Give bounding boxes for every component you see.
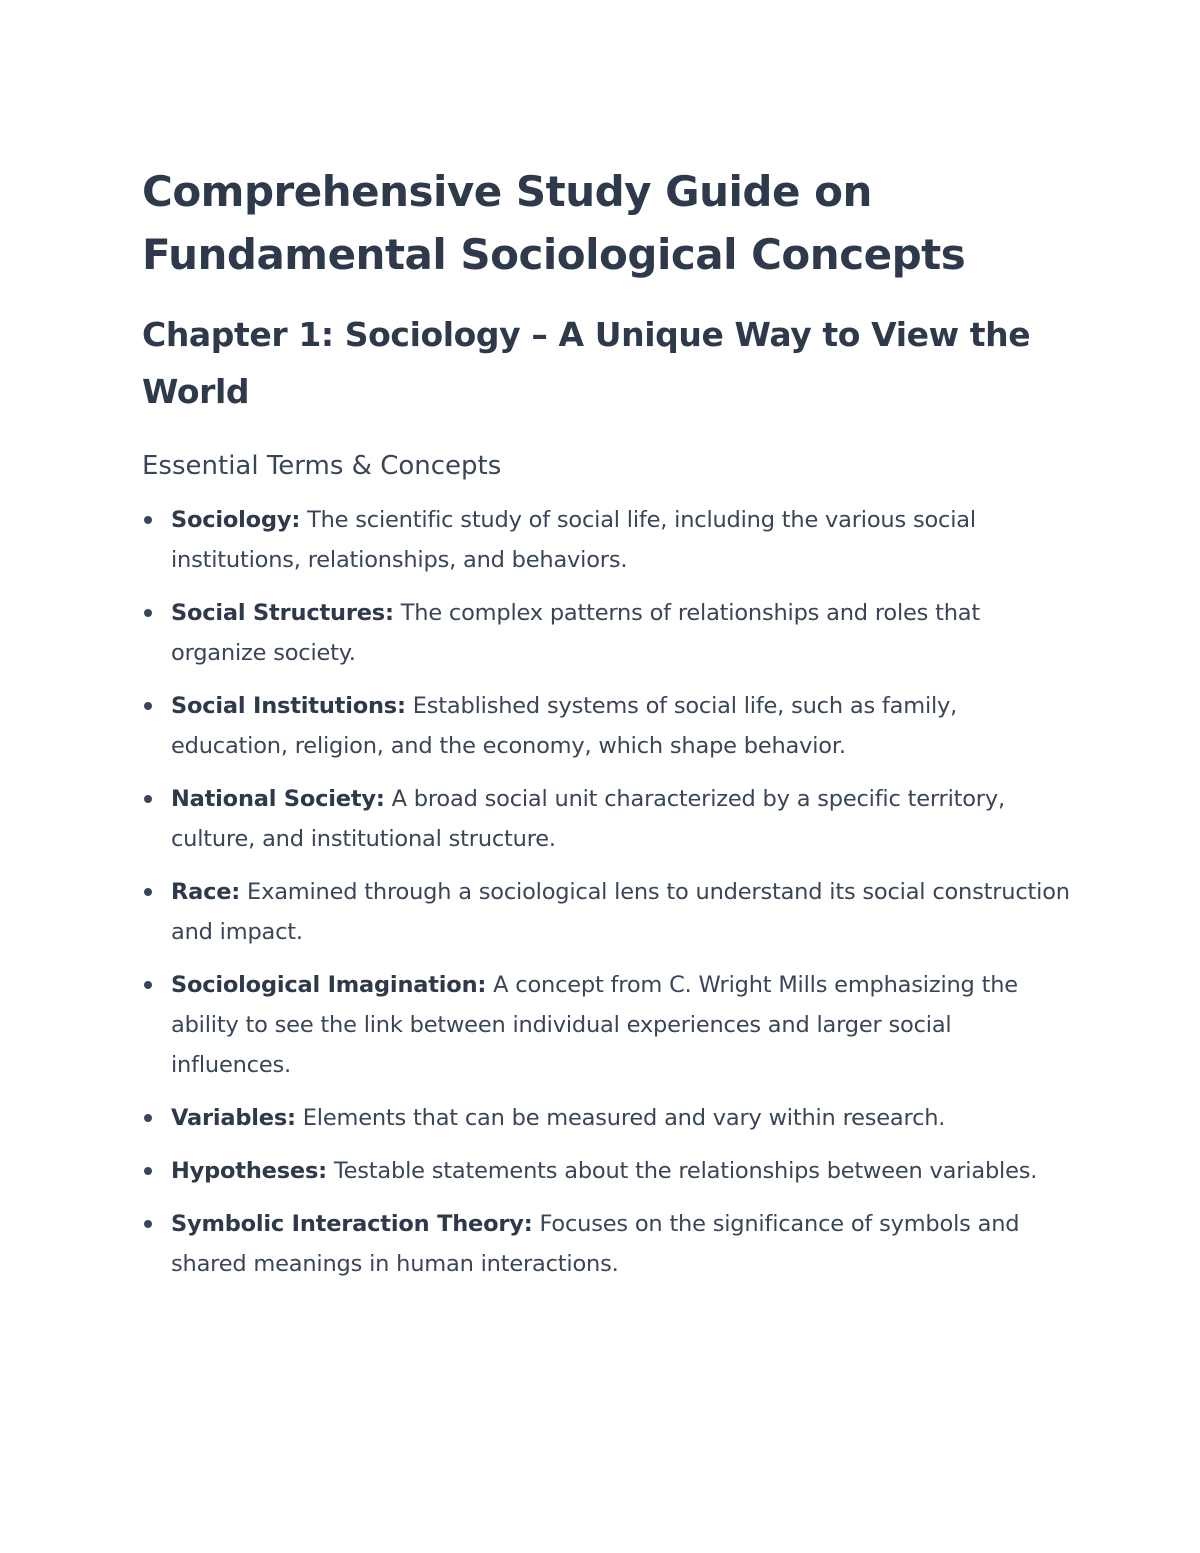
- bullet-icon: [144, 609, 152, 617]
- document-title-line2: Fundamental Sociological Concepts: [142, 230, 966, 279]
- bullet-icon: [144, 702, 152, 710]
- term-definition: A concept from C. Wright Mills emphasizing the ability to see the link between individual experiences and larger social influences.: [171, 972, 1018, 1078]
- term-item-social-institutions: [142, 686, 1072, 766]
- term-definition: The complex patterns of relationships and roles that organize society.: [171, 600, 981, 666]
- term-definition: A broad social unit characterized by a specific territory, culture, and institutional structure.: [171, 786, 1005, 852]
- bullet-icon: [144, 1167, 152, 1175]
- term-item-variables: [142, 1098, 1072, 1138]
- term-definition: The scientific study of social life, including the various social institutions, relationships, and behaviors.: [171, 507, 976, 573]
- term-definition: Examined through a sociological lens to understand its social construction and impact.: [171, 879, 1070, 945]
- term-definition: Elements that can be measured and vary within research.: [295, 1105, 946, 1131]
- term-name: Sociology:: [171, 507, 301, 533]
- bullet-icon: [144, 1114, 152, 1122]
- bullet-icon: [144, 1220, 152, 1228]
- document-title: [142, 160, 1072, 286]
- document-page: [142, 160, 1072, 1297]
- term-item-symbolic-interaction-theory: [142, 1204, 1072, 1284]
- term-name: Sociological Imagination:: [171, 972, 487, 998]
- chapter-title-line1: Chapter 1: Sociology – A Unique Way to View the: [142, 315, 1031, 354]
- term-definition: Testable statements about the relationships between variables.: [326, 1158, 1038, 1184]
- term-item-social-structures: [142, 593, 1072, 673]
- term-name: Hypotheses:: [171, 1158, 327, 1184]
- section-title: Essential Terms & Concepts: [142, 451, 502, 481]
- term-name: Symbolic Interaction Theory:: [171, 1211, 533, 1237]
- term-item-sociological-imagination: [142, 965, 1072, 1085]
- bullet-icon: [144, 888, 152, 896]
- chapter-title-line2: World: [142, 372, 250, 411]
- term-name: National Society:: [171, 786, 385, 812]
- bullet-icon: [144, 981, 152, 989]
- term-item-race: [142, 872, 1072, 952]
- term-item-hypotheses: [142, 1151, 1072, 1191]
- bullet-icon: [144, 516, 152, 524]
- term-name: Social Institutions:: [171, 693, 406, 719]
- document-title-line1: Comprehensive Study Guide on: [142, 167, 872, 216]
- term-list: [142, 500, 1072, 1284]
- term-item-sociology: [142, 500, 1072, 580]
- term-definition: Focuses on the significance of symbols and shared meanings in human interactions.: [171, 1211, 1020, 1277]
- term-name: Race:: [171, 879, 241, 905]
- term-name: Variables:: [171, 1105, 296, 1131]
- chapter-title: [142, 306, 1072, 420]
- term-item-national-society: [142, 779, 1072, 859]
- term-name: Social Structures:: [171, 600, 394, 626]
- term-definition: Established systems of social life, such as family, education, religion, and the economy, which shape behavior.: [171, 693, 958, 759]
- bullet-icon: [144, 795, 152, 803]
